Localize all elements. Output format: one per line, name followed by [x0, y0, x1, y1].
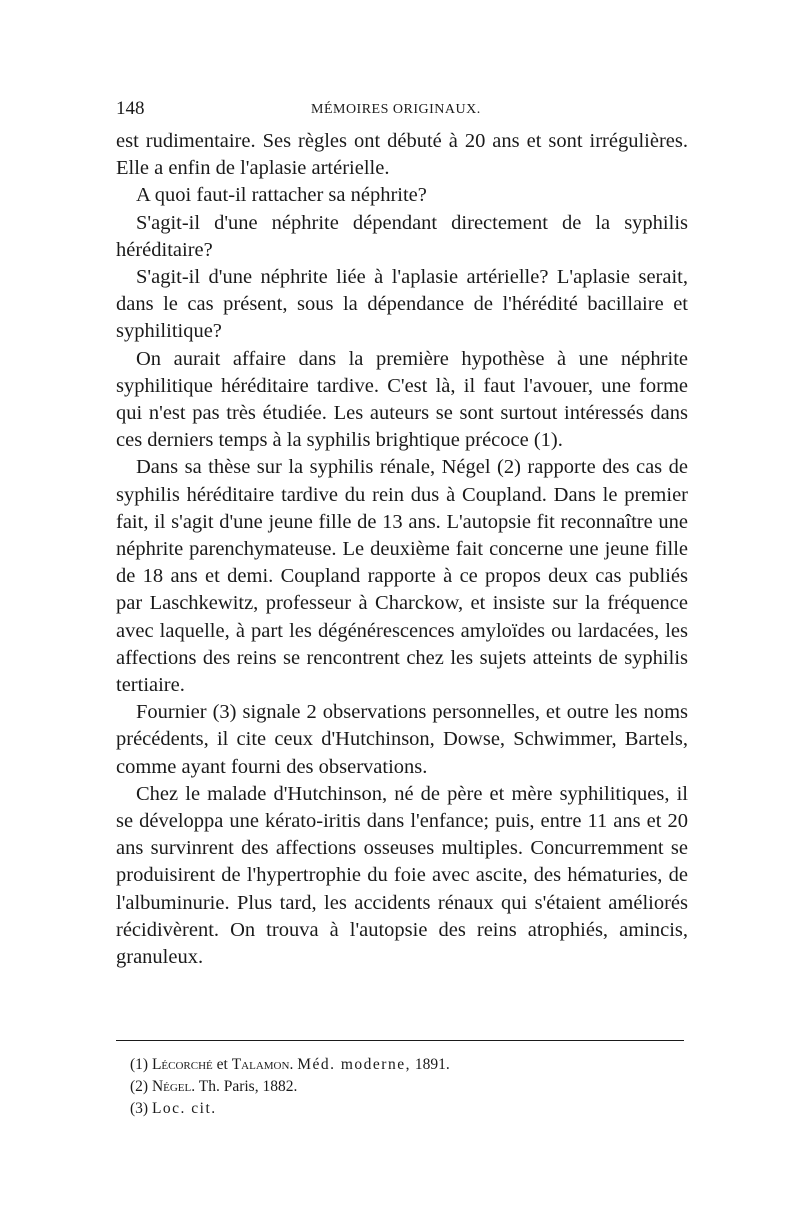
- body-text: [116, 128, 688, 971]
- paragraph-6: Dans sa thèse sur la syphilis rénale, Négel (2) rapporte des cas de syphilis héréditaire tardive du rein dus à Coupland. Dans le premier fait, il s'agit d'une jeune fille de 13 ans. L'autopsie fit reconnaître une néphrite parenchymateuse. Le deuxième fait concerne une jeune fille de 18 ans et demi. Coupland rapporte à ce propos deux cas publiés par Laschkewitz, professeur à Charckow, et insiste sur la fréquence avec laquelle, à part les dégénérescences amyloïdes ou lardacées, les affections des reins se rencontrent chez les sujets atteints de syphilis tertiaire.: [116, 456, 688, 697]
- footnote-3-marker: (3): [130, 1100, 149, 1117]
- footnote-1: [130, 1054, 690, 1076]
- footnote-1-marker: (1): [130, 1056, 149, 1073]
- footnote-2-rest: Th. Paris, 1882.: [198, 1078, 298, 1095]
- footnote-2: [130, 1076, 690, 1098]
- paragraph-3: S'agit-il d'une néphrite dépendant directement de la syphilis héréditaire?: [116, 211, 688, 261]
- footnote-3: [130, 1098, 690, 1120]
- page: [116, 96, 688, 971]
- paragraph-2: A quoi faut-il rattacher sa néphrite?: [136, 184, 427, 207]
- footnotes: [130, 1054, 690, 1120]
- footnote-1-journal: Méd. moderne,: [297, 1056, 411, 1073]
- footnote-1-year: 1891.: [414, 1056, 450, 1073]
- footnote-rule: [116, 1040, 684, 1041]
- footnote-1-conj: et: [216, 1056, 228, 1073]
- footnote-2-author: Négel.: [151, 1078, 196, 1095]
- running-head: [116, 96, 688, 126]
- page-number: 148: [116, 98, 145, 119]
- paragraph-8: Chez le malade d'Hutchinson, né de père et mère syphilitiques, il se développa une kérato-iritis dans l'enfance; puis, entre 11 ans et 20 ans survinrent des affections osseuses multiples. Concurremment se produisirent de l'hypertrophie du foie avec ascite, des hématuries, de l'albuminurie. Plus tard, les accidents rénaux qui s'étaient améliorés récidivèrent. On trouva à l'autopsie des reins atrophiés, amincis, granuleux.: [116, 782, 688, 969]
- footnote-3-text: Loc. cit.: [151, 1100, 217, 1117]
- paragraph-7: Fournier (3) signale 2 observations personnelles, et outre les noms précédents, il cite ceux d'Hutchinson, Dowse, Schwimmer, Bartels, comme ayant fourni des observations.: [116, 701, 688, 778]
- paragraph-1: est rudimentaire. Ses règles ont débuté à 20 ans et sont irrégulières. Elle a enfin de l'aplasie artérielle.: [116, 130, 688, 180]
- running-title: MÉMOIRES ORIGINAUX.: [311, 102, 481, 117]
- paragraph-5: On aurait affaire dans la première hypothèse à une néphrite syphilitique héréditaire tardive. C'est là, il faut l'avouer, une forme qui n'est pas très étudiée. Les auteurs se sont surtout intéressés dans ces derniers temps à la syphilis brightique précoce (1).: [116, 347, 688, 452]
- footnote-2-marker: (2): [130, 1078, 149, 1095]
- footnote-1-author: Lécorché: [151, 1056, 213, 1073]
- footnote-1-author2: Talamon.: [231, 1056, 294, 1073]
- paragraph-4: S'agit-il d'une néphrite liée à l'aplasie artérielle? L'aplasie serait, dans le cas présent, sous la dépendance de l'hérédité bacillaire et syphilitique?: [116, 266, 688, 343]
